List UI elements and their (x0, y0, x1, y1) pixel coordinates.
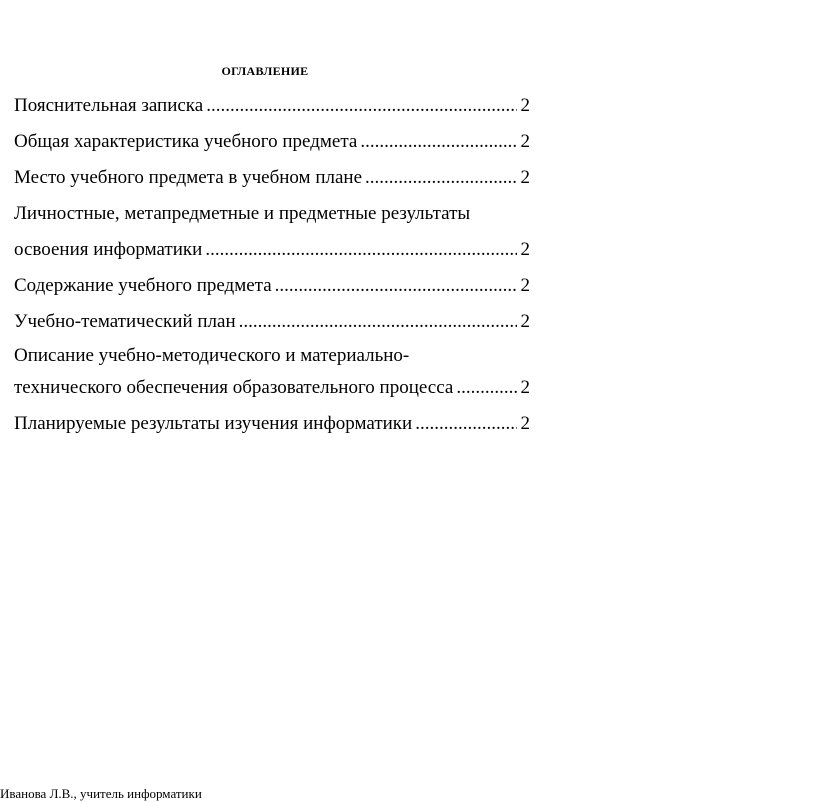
toc-page-number: 2 (520, 167, 530, 188)
toc-entry-planned-results[interactable] (14, 412, 530, 436)
toc-entry-title: Пояснительная записка (14, 95, 204, 116)
toc-entry-thematic-plan[interactable] (14, 310, 530, 334)
toc-entry-place-in-curriculum[interactable] (14, 166, 530, 190)
toc-page-number: 2 (520, 377, 530, 398)
toc-entry-learning-results-line1[interactable] (14, 202, 530, 226)
toc-entry-title-line1: Описание учебно-методического и материально- (14, 345, 410, 366)
toc-entry-title: Место учебного предмета в учебном плане (14, 167, 363, 188)
toc-entry-title: освоения информатики (14, 239, 203, 260)
toc-dot-leader (365, 166, 516, 190)
toc-entry-title: Планируемые результаты изучения информатики (14, 413, 413, 434)
toc-page-number: 2 (520, 413, 530, 434)
toc-dot-leader (239, 310, 517, 334)
toc-entry-methodical-support-line1[interactable] (14, 344, 530, 368)
page-footer: Иванова Л.В., учитель информатики (0, 786, 202, 801)
toc-entry-title: Содержание учебного предмета (14, 275, 272, 296)
toc-entry-title-line1: Личностные, метапредметные и предметные результаты (14, 203, 471, 224)
toc-entry-methodical-support[interactable] (14, 376, 530, 400)
toc-page-number: 2 (520, 95, 530, 116)
toc-entry-title: технического обеспечения образовательного процесса (14, 377, 454, 398)
toc-entry-explanatory-note[interactable] (14, 94, 530, 118)
toc-page-number: 2 (520, 311, 530, 332)
toc-dot-leader (456, 376, 516, 400)
toc-entry-title: Общая характеристика учебного предмета (14, 131, 358, 152)
toc-entry-course-content[interactable] (14, 274, 530, 298)
toc-heading: ОГЛАВЛЕНИЕ (221, 64, 309, 78)
toc-dot-leader (206, 94, 516, 118)
toc-entry-learning-results[interactable] (14, 238, 530, 262)
toc-dot-leader (275, 274, 517, 298)
toc-dot-leader (360, 130, 516, 154)
toc-entry-general-characteristics[interactable] (14, 130, 530, 154)
toc-dot-leader (205, 238, 516, 262)
toc-page-number: 2 (520, 239, 530, 260)
toc-entry-title: Учебно-тематический план (14, 311, 236, 332)
toc-page-number: 2 (520, 131, 530, 152)
toc-page-number: 2 (520, 275, 530, 296)
toc-dot-leader (415, 412, 516, 436)
